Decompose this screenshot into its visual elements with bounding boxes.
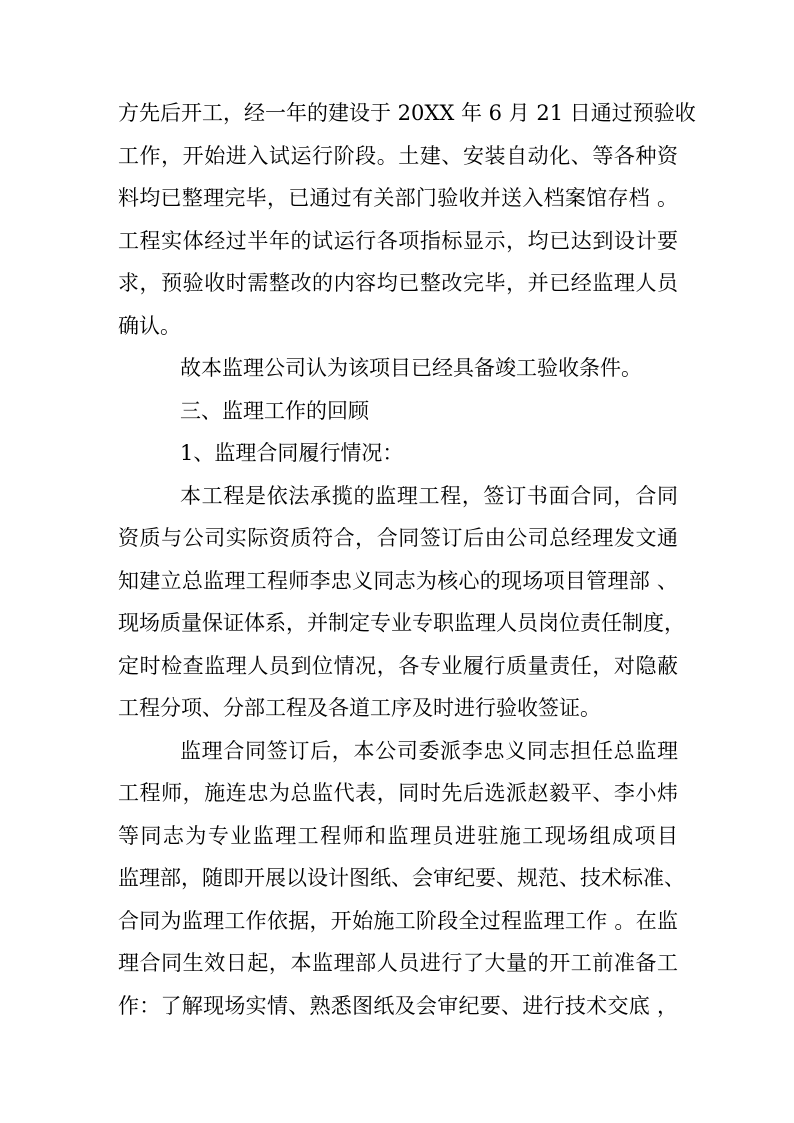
text-line: 求，预验收时需整改的内容均已整改完毕，并已经监理人员 [118, 271, 678, 295]
heading-text: 1、监理合同履行情况： [180, 441, 404, 465]
paragraph-contract-performance [118, 475, 685, 730]
text-line: 理合同生效日起，本监理部人员进行了大量的开工前准备工 [118, 951, 678, 975]
text-line: 料均已整理完毕，已通过有关部门验收并送入档案馆存档 。 [118, 186, 678, 210]
section-heading-review [118, 390, 678, 433]
text-line: 定时检查监理人员到位情况，各专业履行质量责任，对隐蔽 [118, 653, 678, 678]
text-line: 工作，开始进入试运行阶段。土建、安装自动化、等各种资 [118, 143, 678, 168]
text-line: 工程分项、分部工程及各道工序及时进行验收签证。 [118, 696, 601, 720]
subsection-heading-contract [118, 432, 678, 475]
paragraph-conclusion [118, 347, 678, 390]
text-line: 故本监理公司认为该项目已经具备竣工验收条件。 [180, 356, 642, 380]
text-line: 监理部，随即开展以设计图纸、会审纪要、规范、技术标准、 [118, 866, 685, 890]
paragraph-project-status [118, 92, 696, 347]
text-line: 方先后开工，经一年的建设于 20XX 年 6 月 21 日通过预验收 [118, 101, 696, 125]
text-line: 本工程是依法承揽的监理工程，签订书面合同，合同 [180, 483, 678, 508]
text-line: 合同为监理工作依据，开始施工阶段全过程监理工作 。在监 [118, 908, 678, 933]
heading-text: 三、监理工作的回顾 [180, 398, 369, 423]
document-body [118, 92, 696, 1027]
text-line: 知建立总监理工程师李忠义同志为核心的现场项目管理部 、 [118, 568, 678, 593]
text-line: 监理合同签订后，本公司委派李忠义同志担任总监理 [180, 738, 678, 763]
text-line: 现场质量保证体系，并制定专业专职监理人员岗位责任制度， [118, 611, 685, 635]
text-line: 作：了解现场实情、熟悉图纸及会审纪要、进行技术交底 ， [118, 993, 678, 1018]
paragraph-supervision-staffing [118, 730, 685, 1028]
text-line: 确认。 [118, 313, 181, 338]
text-line: 工程师，施连忠为总监代表，同时先后选派赵毅平、李小炜 [118, 781, 678, 805]
text-line: 工程实体经过半年的试运行各项指标显示，均已达到设计要 [118, 228, 678, 253]
text-line: 资质与公司实际资质符合，合同签订后由公司总经理发文通 [118, 526, 678, 550]
text-line: 等同志为专业监理工程师和监理员进驻施工现场组成项目 [118, 823, 678, 848]
